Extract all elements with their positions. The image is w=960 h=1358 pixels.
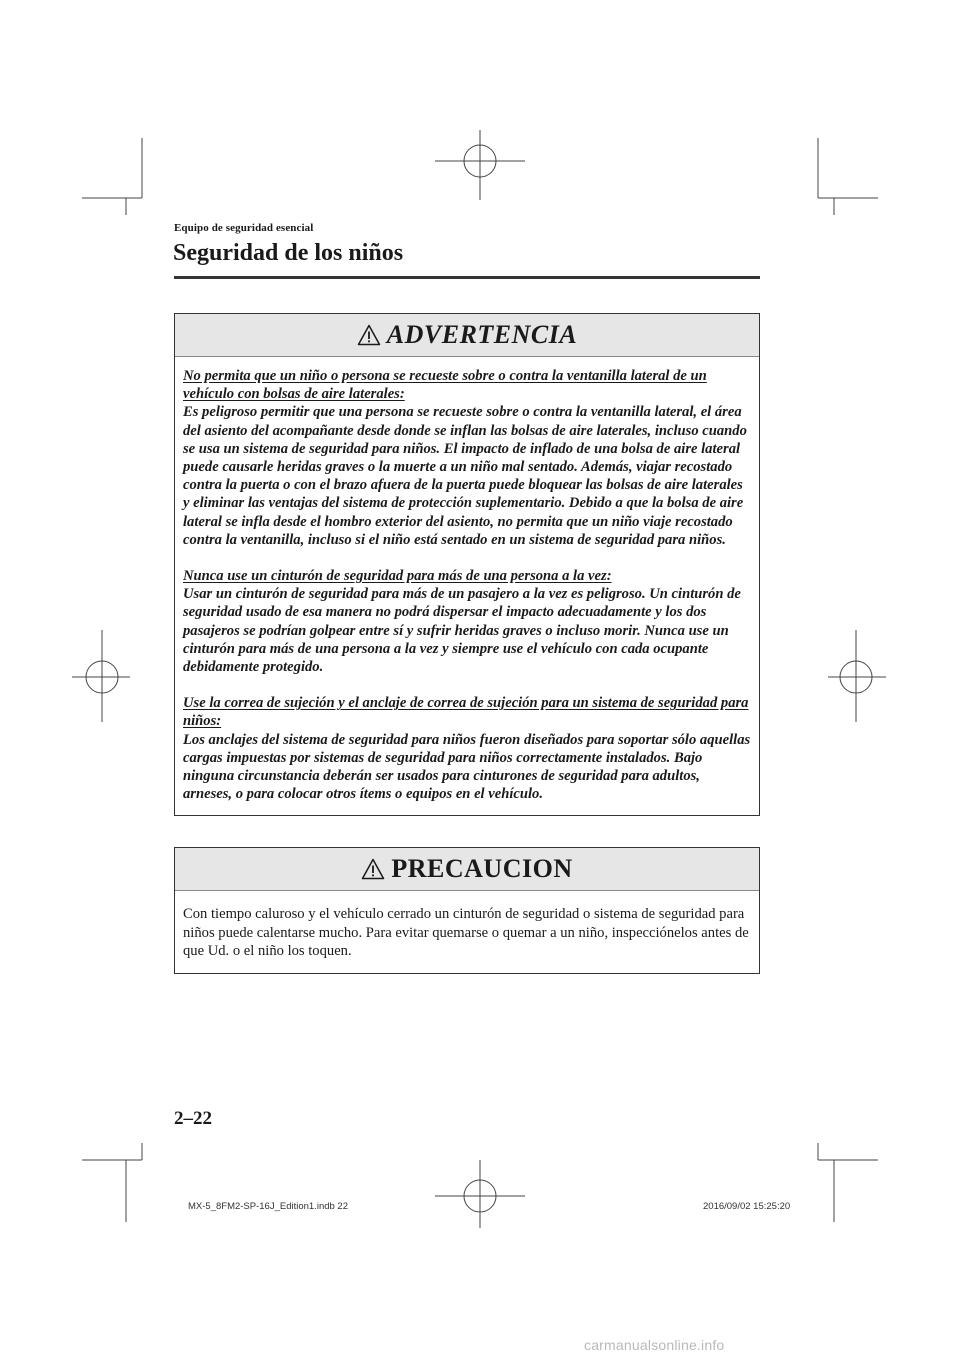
warning-box	[174, 313, 760, 816]
warning-block	[183, 694, 751, 803]
warning-header	[175, 314, 759, 357]
caution-title: PRECAUCION	[391, 854, 573, 883]
warning-block-text: Es peligroso permitir que una persona se recueste sobre o contra la ventanilla lateral, el área del asiento del acompañante desde donde se inflan las bolsas de aire laterales, incluso cuando se usa un sistema de seguridad para niños. El impacto de inflado de una bolsa de aire lateral puede causarle heridas graves o la muerte a un niño mal sentado. Además, viajar recostado contra la puerta o con el brazo afuera de la puerta puede bloquear las bolsas de aire laterales y eliminar las ventajas del sistema de protección suplementario. Debido a que la bolsa de aire lateral se infla desde el hombro exterior del asiento, no permita que un niño viaje recostado contra la ventanilla, incluso si el niño está sentado en un sistema de seguridad para niños.	[183, 404, 747, 548]
warning-triangle-icon	[361, 858, 385, 880]
warning-block	[183, 567, 751, 676]
warning-block-heading: Nunca use un cinturón de seguridad para más de una persona a la vez:	[183, 568, 612, 585]
page-number: 2–22	[174, 1108, 212, 1129]
warning-title: ADVERTENCIA	[386, 320, 578, 349]
warning-block-heading: No permita que un niño o persona se recueste sobre o contra la ventanilla lateral de un vehículo con bolsas de aire laterales:	[183, 368, 707, 403]
footer-file-name: MX-5_8FM2-SP-16J_Edition1.indb 22	[188, 1201, 349, 1212]
warning-triangle-icon	[357, 324, 381, 346]
watermark: carmanualsonline.info	[584, 1337, 725, 1353]
footer-date-time: 2016/09/02 15:25:20	[703, 1201, 791, 1212]
warning-body	[175, 357, 759, 815]
warning-block-text: Usar un cinturón de seguridad para más de un pasajero a la vez es peligroso. Un cinturón de seguridad usado de esa manera no podrá dispersar el impacto adecuadamente y los dos pasajeros se podrían golpear entre sí y sufrir heridas graves o incluso morir. Nunca use un cinturón para más de una persona a la vez y siempre use el vehículo con cada ocupante debidamente protegido.	[183, 586, 741, 676]
warning-block	[183, 367, 751, 549]
warning-block-text: Los anclajes del sistema de seguridad para niños fueron diseñados para soportar sólo aquellas cargas impuestas por sistemas de seguridad para niños correctamente instalados. Bajo ninguna circunstancia deberán ser usados para cinturones de seguridad para adultos, arneses, o para colocar otros ítems o equipos en el vehículo.	[183, 731, 751, 803]
title-divider	[174, 276, 760, 279]
caution-box	[174, 847, 760, 974]
caution-header	[175, 848, 759, 891]
page-title: Seguridad de los niños	[173, 240, 404, 266]
caution-text: Con tiempo caluroso y el vehículo cerrado un cinturón de seguridad o sistema de seguridad para niños puede calentarse mucho. Para evitar quemarse o quemar a un niño, inspecciónelos antes de que Ud. o el niño los toquen.	[183, 906, 749, 959]
section-label: Equipo de seguridad esencial	[174, 222, 314, 234]
warning-block-heading: Use la correa de sujeción y el anclaje de correa de sujeción para un sistema de seguridad para niños:	[183, 695, 749, 730]
